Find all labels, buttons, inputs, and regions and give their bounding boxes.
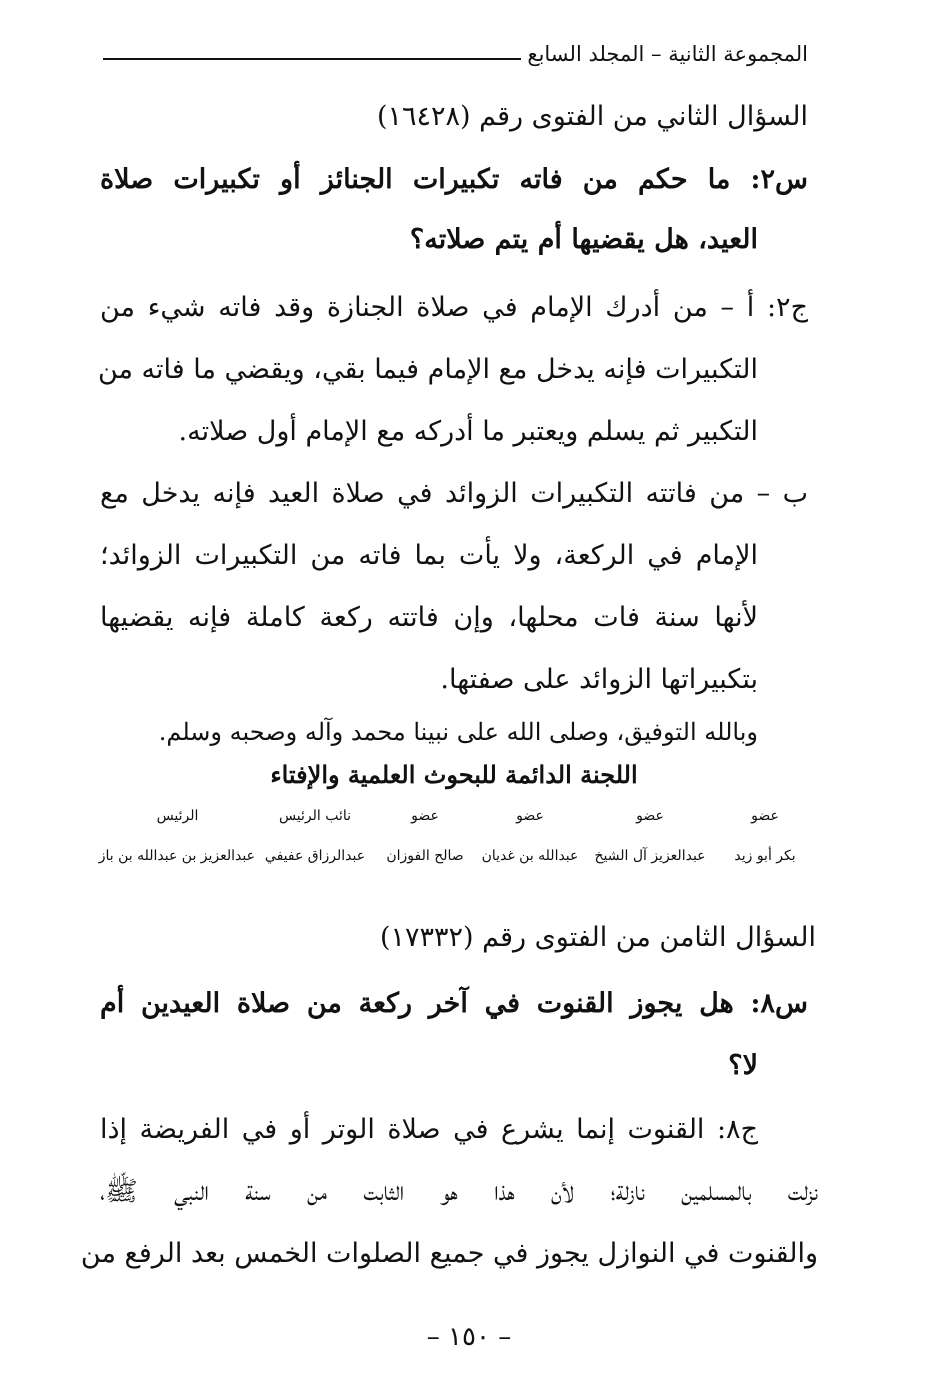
answer-2-line-4: ب – من فاتته التكبيرات الزوائد في صلاة العيد فإنه يدخل مع [100,478,808,509]
page-number: – ١٥٠ – [426,1322,512,1352]
fatwa-16428-heading: السؤال الثاني من الفتوى رقم (١٦٤٢٨) [376,101,808,132]
committee-names [100,848,815,864]
role-4: عضو [411,808,439,824]
committee-title: اللجنة الدائمة للبحوث العلمية والإفتاء [270,760,638,789]
question-8-line-1: س٨: هل يجوز القنوت في آخر ركعة من صلاة العيدين أم [100,988,808,1019]
role-6: الرئيس [156,808,199,824]
header-title: المجموعة الثانية – المجلد السابع [527,42,808,66]
member-name-4: صالح الفوزان [386,848,464,864]
member-name-6: عبدالعزيز بن عبدالله بن باز [98,848,255,864]
running-header [103,30,808,66]
answer-8-line-2: نزلت بالمسلمين نازلة؛ لأن هذا هو الثابت من سنة النبي ﷺ، [100,1176,818,1207]
answer-2-line-5: الإمام في الركعة، ولا يأت بما فاته من التكبيرات الزوائد؛ [100,540,758,571]
member-name-1: بكر أبو زيد [734,848,796,864]
answer-2-line-6: لأنها سنة فات محلها، وإن فاتته ركعة كاملة فإنه يقضيها [100,602,758,633]
question-8-line-2: لا؟ [728,1050,758,1081]
member-name-3: عبدالله بن غديان [481,848,579,864]
member-name-2: عبدالعزيز آل الشيخ [594,848,706,864]
member-name-5: عبدالرزاق عفيفي [264,848,366,864]
answer-2-line-3: التكبير ثم يسلم ويعتبر ما أدركه مع الإمام أول صلاته. [178,416,758,447]
question-2-line-2: العيد، هل يقضيها أم يتم صلاته؟ [409,224,758,255]
role-2: عضو [636,808,664,824]
answer-2-line-2: التكبيرات فإنه يدخل مع الإمام فيما بقي، ويقضي ما فاته من [97,354,758,385]
committee-roles [100,808,815,824]
role-1: عضو [751,808,779,824]
fatwa-17332-heading: السؤال الثامن من الفتوى رقم (١٧٣٣٢) [379,922,816,953]
closing-line: وبالله التوفيق، وصلى الله على نبينا محمد وآله وصحبه وسلم. [158,718,758,746]
answer-2-line-1: ج٢: أ – من أدرك الإمام في صلاة الجنازة وقد فاته شيء من [100,292,808,323]
header-rule [103,58,521,60]
answer-8-line-3: والقنوت في النوازل يجوز في جميع الصلوات الخمس بعد الرفع من [80,1238,818,1269]
role-5: نائب الرئيس [278,808,352,824]
role-3: عضو [516,808,544,824]
question-2-line-1: س٢: ما حكم من فاته تكبيرات الجنائز أو تكبيرات صلاة [100,164,808,195]
answer-8-line-1: ج٨: القنوت إنما يشرع في صلاة الوتر أو في الفريضة إذا [100,1114,758,1145]
answer-2-line-7: بتكبيراتها الزوائد على صفتها. [440,664,758,695]
